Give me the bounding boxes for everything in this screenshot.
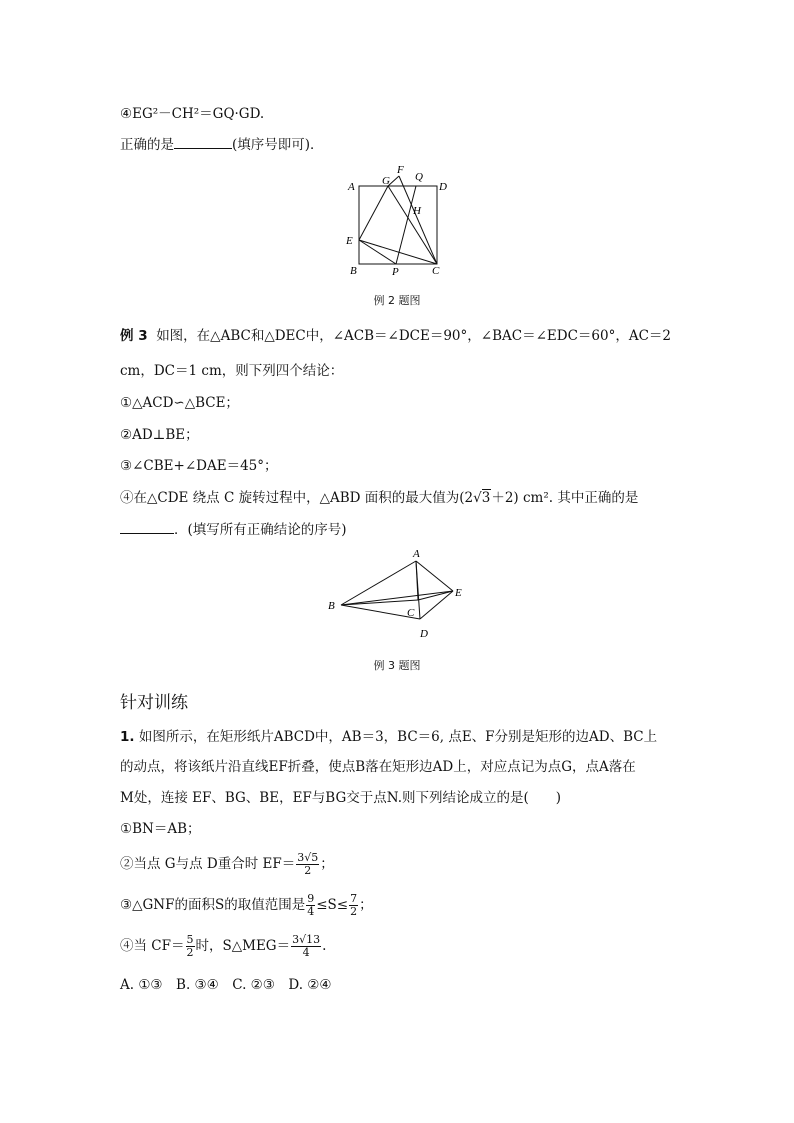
example-3-conclusion-2: ②AD⊥BE； [120,427,199,443]
item4-equation: ④EG²－CH²＝GQ·GD. [120,106,265,122]
fig3-label-c: C [407,607,415,619]
example-3-label: 例 3 [120,328,148,344]
example-3-line-2: cm，DC＝1 cm，则下列四个结论： [120,363,344,379]
q1-statement-1: ①BN＝AB； [120,821,201,837]
q1-line-2: 的动点，将该纸片沿直线EF折叠，使点B落在矩形边AD上，对应点记为点G，点A落在 [120,759,636,775]
c4-pre: ④在△CDE 绕点 C 旋转过程中，△ABD 面积的最大值为(2 [120,490,474,506]
s4-pre: ④当 CF＝ [120,938,185,954]
fig2-label-d: D [439,181,447,193]
example-3-caption: 例 3 题图 [373,659,421,672]
example-2-caption: 例 2 题图 [373,294,421,307]
s4-post: . [322,938,327,954]
s2-fraction [296,852,319,877]
s2-post: ； [320,856,334,872]
example-3-tail [120,519,347,540]
s3-fraction-2 [349,893,358,918]
fig2-label-f: F [397,164,404,176]
example-3-text-1: 如图，在△ABC和△DEC中，∠ACB＝∠DCE＝90°，∠BAC＝∠EDC＝60°，AC＝2 [156,328,671,344]
fig2-label-h: H [413,205,421,217]
q1-statement-4 [120,932,326,960]
c4-radicand: 3 [481,490,491,506]
fig2-label-g: G [382,175,390,187]
answer-line [120,134,324,155]
s3-den2: 2 [350,905,358,918]
s4-mid: 时，S△MEG＝ [195,938,291,954]
fig3-label-a: A [413,548,420,560]
answer-prompt: 正确的是 [120,137,174,153]
c4-post: ＋2) cm². 其中正确的是 [491,490,639,506]
fig2-label-a: A [348,181,355,193]
s3-pre: ③△GNF的面积S的取值范围是 [120,897,306,913]
s4-num2: 3√13 [292,933,321,946]
s4-fraction-2 [291,934,321,959]
example-3-tail-text: ．(填写所有正确结论的序号) [174,522,347,538]
example-3-conclusion-4: ④在△CDE 绕点 C 旋转过程中，△ABD 面积的最大值为(2√3＋2) cm². 其中正确的是 [120,490,639,506]
s3-fraction-1 [306,893,315,918]
s4-num1: 5 [186,933,194,946]
fig3-label-b: B [328,600,335,612]
fig3-label-e: E [455,587,462,599]
s3-num1: 9 [307,892,315,905]
s3-mid: ≤S≤ [316,897,349,913]
fig3-label-d: D [420,628,428,640]
example-3-line-1 [120,326,671,346]
q1-text-1: 如图所示，在矩形纸片ABCD中，AB＝3，BC＝6, 点E、F分别是矩形的边AD、BC上 [138,729,658,745]
q1-number: 1. [120,729,135,745]
fig2-label-q: Q [415,171,423,183]
q1-statement-3 [120,891,373,919]
example-3-conclusion-1: ①△ACD∽△BCE； [120,395,239,411]
section-heading: 针对训练 [120,693,188,713]
s3-den1: 4 [307,905,315,918]
fig2-label-e: E [346,235,353,247]
q1-line-3: M处，连接 EF、BG、BE，EF与BG交于点N.则下列结论成立的是( ) [120,790,562,806]
answer-hint: (填序号即可)． [232,137,324,153]
fig2-label-p: P [392,266,399,278]
s2-den: 2 [304,864,312,877]
s4-den2: 4 [302,946,310,959]
example-3-answer-blank[interactable] [120,519,174,534]
answer-blank[interactable] [174,134,232,149]
s4-fraction-1 [186,934,195,959]
s3-num2: 7 [350,892,358,905]
s2-num: 3√5 [297,851,319,864]
fig2-label-b: B [350,265,357,277]
q1-line-1 [120,727,657,747]
example-3-conclusion-3: ③∠CBE+∠DAE＝45°； [120,458,278,474]
fig2-label-c: C [432,265,440,277]
example-2-figure [340,160,460,280]
s2-pre: ②当点 G与点 D重合时 EF＝ [120,856,296,872]
q1-statement-2 [120,850,334,878]
s4-den1: 2 [186,946,194,959]
s3-post: ； [359,897,373,913]
q1-options: A. ①③ B. ③④ C. ②③ D. ②④ [120,977,332,993]
example-3-figure [320,545,470,645]
